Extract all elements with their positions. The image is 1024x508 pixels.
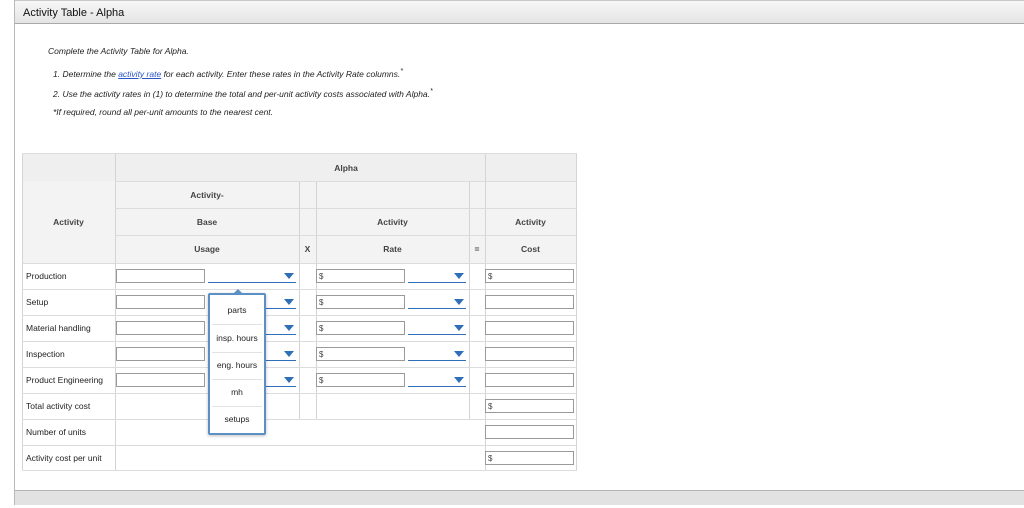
title-bar	[15, 0, 1024, 24]
cost-input-product-engineering[interactable]	[485, 373, 574, 387]
base-header-line-3: Usage	[194, 244, 220, 254]
rate-input-setup[interactable]	[316, 295, 405, 309]
rate-input-product-engineering[interactable]	[316, 373, 405, 387]
currency-symbol: $	[319, 350, 324, 359]
chevron-down-icon	[284, 325, 294, 331]
row-label-material-handling: Material handling	[26, 323, 91, 333]
dropdown-option-setups[interactable]: setups	[224, 414, 250, 424]
popup-caret-icon	[233, 289, 243, 294]
activity-column-header: Activity	[53, 217, 84, 227]
chevron-down-icon	[454, 325, 464, 331]
row-label-total-activity-cost: Total activity cost	[26, 401, 91, 411]
dropdown-option-mh[interactable]: mh	[231, 387, 243, 397]
chevron-down-icon	[454, 299, 464, 305]
activity-table	[22, 153, 577, 471]
rate-header-line-2: Rate	[383, 244, 402, 254]
usage-input-inspection[interactable]	[116, 347, 205, 361]
window-title: Activity Table - Alpha	[23, 7, 125, 19]
dropdown-option-eng-hours[interactable]: eng. hours	[216, 360, 258, 370]
usage-input-production[interactable]	[116, 269, 205, 283]
rate-input-material-handling[interactable]	[316, 321, 405, 335]
currency-symbol: $	[319, 272, 324, 281]
currency-symbol: $	[319, 324, 324, 333]
row-label-number-of-units: Number of units	[26, 427, 86, 437]
usage-input-material-handling[interactable]	[116, 321, 205, 335]
dropdown-option-parts[interactable]: parts	[227, 305, 247, 315]
step-2-footnote-mark: *	[430, 87, 433, 95]
rate-unit-select-production[interactable]	[408, 269, 466, 283]
product-header: Alpha	[334, 163, 358, 173]
cost-input-production[interactable]	[485, 269, 574, 283]
chevron-down-icon	[284, 351, 294, 357]
rate-unit-select-inspection[interactable]	[408, 347, 466, 361]
cost-input-inspection[interactable]	[485, 347, 574, 361]
currency-symbol: $	[488, 402, 493, 411]
usage-input-setup[interactable]	[116, 295, 205, 309]
instructions-step-2	[53, 87, 433, 99]
rate-unit-select-product-engineering[interactable]	[408, 373, 466, 387]
row-label-setup: Setup	[26, 297, 49, 307]
cost-input-setup[interactable]	[485, 295, 574, 309]
dropdown-option-insp-hours[interactable]: insp. hours	[216, 333, 258, 343]
rate-input-inspection[interactable]	[316, 347, 405, 361]
base-header-line-2: Base	[196, 217, 218, 227]
cost-input-material-handling[interactable]	[485, 321, 574, 335]
instructions-step-1	[53, 67, 403, 79]
total-activity-cost-input[interactable]	[485, 399, 574, 413]
currency-symbol: $	[488, 272, 493, 281]
currency-symbol: $	[319, 298, 324, 307]
bottom-bar	[15, 490, 1024, 505]
chevron-down-icon	[284, 299, 294, 305]
rate-unit-select-material-handling[interactable]	[408, 321, 466, 335]
rate-header-line-1: Activity	[377, 217, 408, 227]
row-label-product-engineering: Product Engineering	[26, 375, 104, 385]
step-1-prefix: 1. Determine the	[53, 68, 119, 79]
activity-base-dropdown-menu	[208, 293, 266, 435]
instructions-note: *If required, round all per-unit amounts to the nearest cent.	[53, 107, 274, 117]
base-select-production[interactable]	[208, 269, 296, 283]
chevron-down-icon	[284, 273, 294, 279]
rate-input-production[interactable]	[316, 269, 405, 283]
row-label-cost-per-unit: Activity cost per unit	[26, 453, 102, 463]
times-symbol: X	[304, 244, 311, 254]
cost-header-line-2: Cost	[521, 244, 540, 254]
number-of-units-input[interactable]	[485, 425, 574, 439]
rate-unit-select-setup[interactable]	[408, 295, 466, 309]
usage-input-product-engineering[interactable]	[116, 373, 205, 387]
row-label-production: Production	[26, 271, 67, 281]
chevron-down-icon	[284, 377, 294, 383]
chevron-down-icon	[454, 273, 464, 279]
equals-symbol: =	[474, 244, 480, 254]
step-1-suffix: for each activity. Enter these rates in the Activity Rate columns.	[161, 68, 401, 79]
row-label-inspection: Inspection	[26, 349, 65, 359]
chevron-down-icon	[454, 351, 464, 357]
step-1-footnote-mark: *	[400, 67, 404, 75]
instructions-intro: Complete the Activity Table for Alpha.	[48, 46, 189, 56]
cost-header-line-1: Activity	[515, 217, 546, 227]
activity-rate-link[interactable]: activity rate	[118, 68, 162, 79]
cost-per-unit-input[interactable]	[485, 451, 574, 465]
step-2-text: 2. Use the activity rates in (1) to determine the total and per-unit activity costs associated with Alpha.	[53, 88, 431, 99]
currency-symbol: $	[319, 376, 324, 385]
base-header-line-1: Activity-	[190, 190, 224, 200]
chevron-down-icon	[454, 377, 464, 383]
currency-symbol: $	[488, 454, 493, 463]
